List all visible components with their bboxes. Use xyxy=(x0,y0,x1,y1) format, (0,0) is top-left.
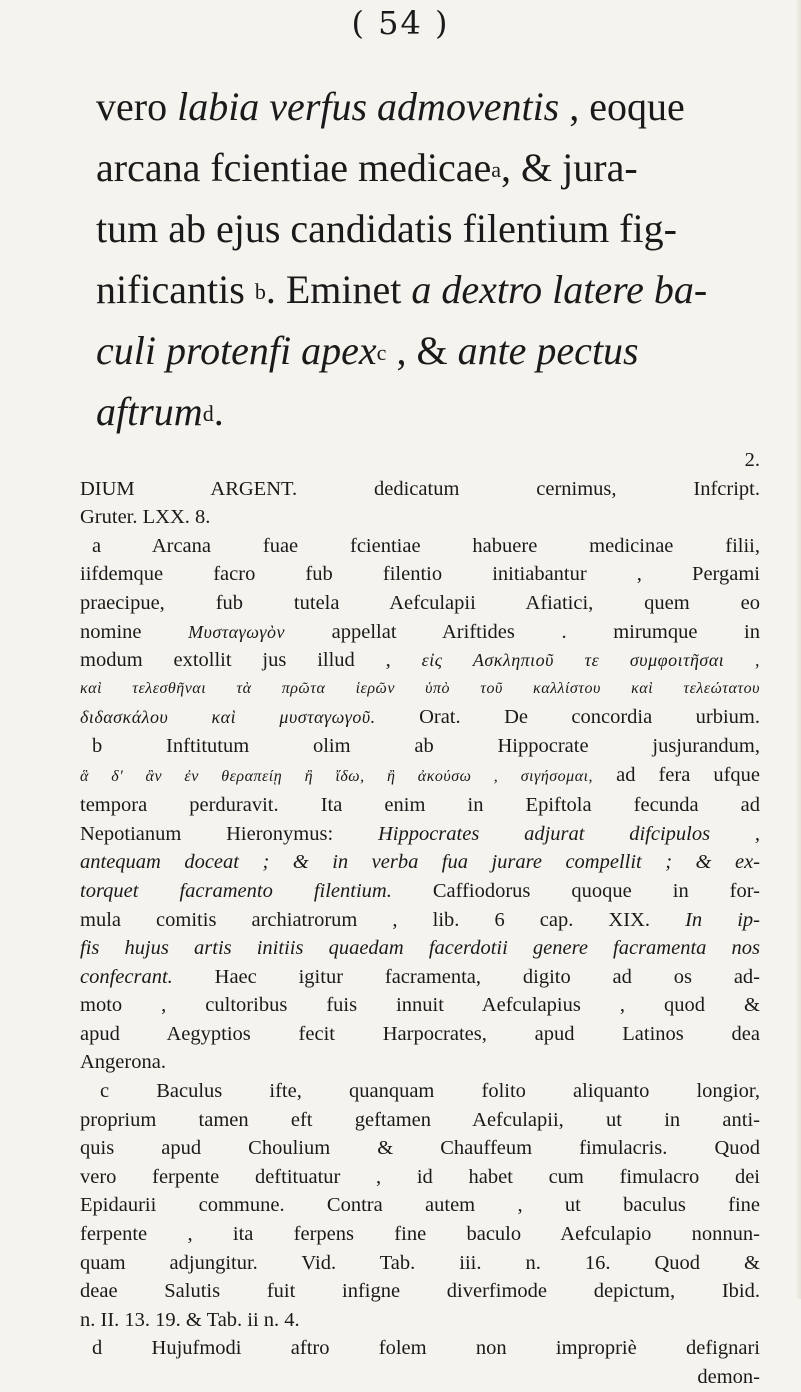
footnote-marker: a xyxy=(491,157,502,182)
note-line xyxy=(80,618,760,647)
main-line-4 xyxy=(96,259,761,326)
note-line xyxy=(80,646,760,675)
section-number: 2. xyxy=(744,449,760,471)
footnote-marker: b xyxy=(254,279,266,304)
note-line: ferpente , ita ferpens fine baculo Aefculapio nonnun- xyxy=(80,1223,760,1246)
main-text: vero xyxy=(96,84,178,129)
note-line xyxy=(80,761,760,792)
note-line: Epidaurii commune. Contra autem , ut baculus fine xyxy=(80,1194,760,1217)
main-line-6 xyxy=(96,381,761,448)
main-line-1 xyxy=(96,76,761,137)
note-text: Caffiodorus quoque in for- xyxy=(432,879,761,902)
note-line: b Inftitutum olim ab Hippocrate jusjurandum, xyxy=(92,734,760,757)
main-text: tum ab ejus candidatis filentium fig- xyxy=(96,206,677,251)
note-line: iifdemque facro fub filentio initiabantur , Pergami xyxy=(80,563,760,586)
note-italic: confecrant. xyxy=(80,965,173,988)
note-text: appellat Ariftides . mirumque in xyxy=(331,620,761,643)
page-edge xyxy=(795,0,801,1299)
note-line: antequam doceat ; & in verba fua jurare compellit ; & ex- xyxy=(80,851,760,874)
note-line xyxy=(80,877,760,906)
emphasis: a dextro latere ba- xyxy=(411,267,708,312)
note-text: Haec igitur facramenta, digito ad os ad- xyxy=(214,965,760,988)
greek-text: διδασκάλου καὶ μυσταγωγοῦ. xyxy=(80,707,376,728)
note-line: tempora perduravit. Ita enim in Epiftola fecunda ad xyxy=(80,794,760,817)
note-line: deae Salutis fuit infigne diverfimode depictum, Ibid. xyxy=(80,1280,760,1303)
note-line: Gruter. LXX. 8. xyxy=(80,506,211,529)
greek-text: εἰς Ασκληπιοῦ τε συμφοιτῆσαι , xyxy=(421,650,760,671)
footnote-marker: c xyxy=(376,340,387,365)
main-text: nificantis xyxy=(96,267,255,312)
main-line-2 xyxy=(96,137,761,204)
note-line xyxy=(80,906,760,935)
note-text: Orat. De concordia urbium. xyxy=(419,706,760,729)
emphasis: ante pectus xyxy=(457,328,639,373)
note-line: apud Aegyptios fecit Harpocrates, apud Latinos dea xyxy=(80,1022,760,1045)
note-line: praecipue, fub tutela Aefculapii Afiatici, quem eo xyxy=(80,591,760,614)
note-line: Angerona. xyxy=(80,1051,166,1074)
main-text: . Eminet xyxy=(265,267,412,312)
note-line: quam adjungitur. Vid. Tab. iii. n. 16. Quod & xyxy=(80,1251,760,1274)
note-line xyxy=(80,963,760,992)
greek-line: καὶ τελεσθῆναι τὰ πρῶτα ἱερῶν ὑπὸ τοῦ καλλίστου καὶ τελεώτατου xyxy=(80,679,760,697)
main-text: , & xyxy=(386,328,458,373)
note-line: moto , cultoribus fuis innuit Aefculapius , quod & xyxy=(80,994,760,1017)
main-line-3 xyxy=(96,198,761,259)
note-text: mula comitis archiatrorum , lib. 6 cap. XIX. xyxy=(80,908,650,931)
main-text: . xyxy=(213,389,224,434)
note-text: Nepotianum Hieronymus: xyxy=(80,822,334,845)
page-number: ( 54 ) xyxy=(351,4,450,42)
note-line xyxy=(80,703,760,732)
note-line: proprium tamen eft geftamen Aefculapii, ut in anti- xyxy=(80,1108,760,1131)
note-text: modum extollit jus illud , xyxy=(80,649,391,672)
note-line: fis hujus artis initiis quaedam facerdotii genere facramenta nos xyxy=(80,937,760,960)
note-italic: torquet facramento filentium. xyxy=(80,879,392,902)
note-italic: Hippocrates adjurat difcipulos , xyxy=(377,822,760,845)
note-line: d Hujufmodi aftro folem non impropriè defignari xyxy=(92,1337,760,1360)
note-line: quis apud Choulium & Chauffeum fimulacris. Quod xyxy=(80,1137,760,1160)
main-line-5 xyxy=(96,320,761,387)
greek-text: ἃ δ' ἂν ἐν θεραπείῃ ἢ ἴδω, ἢ ἀκούσω , σιγήσομαι, xyxy=(80,767,594,785)
emphasis: labia verfus admoventis xyxy=(177,84,560,129)
main-text: , & jura- xyxy=(501,145,638,190)
main-text: arcana fcientiae medicae xyxy=(96,145,492,190)
note-line: n. II. 13. 19. & Tab. ii n. 4. xyxy=(80,1308,300,1331)
catchword: demon- xyxy=(697,1366,760,1388)
note-line xyxy=(80,820,760,849)
note-italic: In ip- xyxy=(685,908,760,931)
note-line: a Arcana fuae fcientiae habuere medicinae filii, xyxy=(92,534,760,557)
emphasis: aftrum xyxy=(96,389,203,434)
notes-block xyxy=(80,446,760,1392)
footnote-marker: d xyxy=(202,401,214,426)
note-line: c Baculus ifte, quanquam folito aliquanto longior, xyxy=(100,1080,760,1103)
note-text: nomine xyxy=(80,620,142,643)
note-line: DIUM ARGENT. dedicatum cernimus, Infcript. xyxy=(80,477,760,500)
note-text: ad fera ufque xyxy=(616,763,761,786)
main-text: , eoque xyxy=(559,84,685,129)
emphasis: culi protenfi apex xyxy=(96,328,377,373)
note-line: vero ferpente deftituatur , id habet cum fimulacro dei xyxy=(80,1165,760,1188)
greek-text: Μυσταγωγὸν xyxy=(188,621,286,642)
